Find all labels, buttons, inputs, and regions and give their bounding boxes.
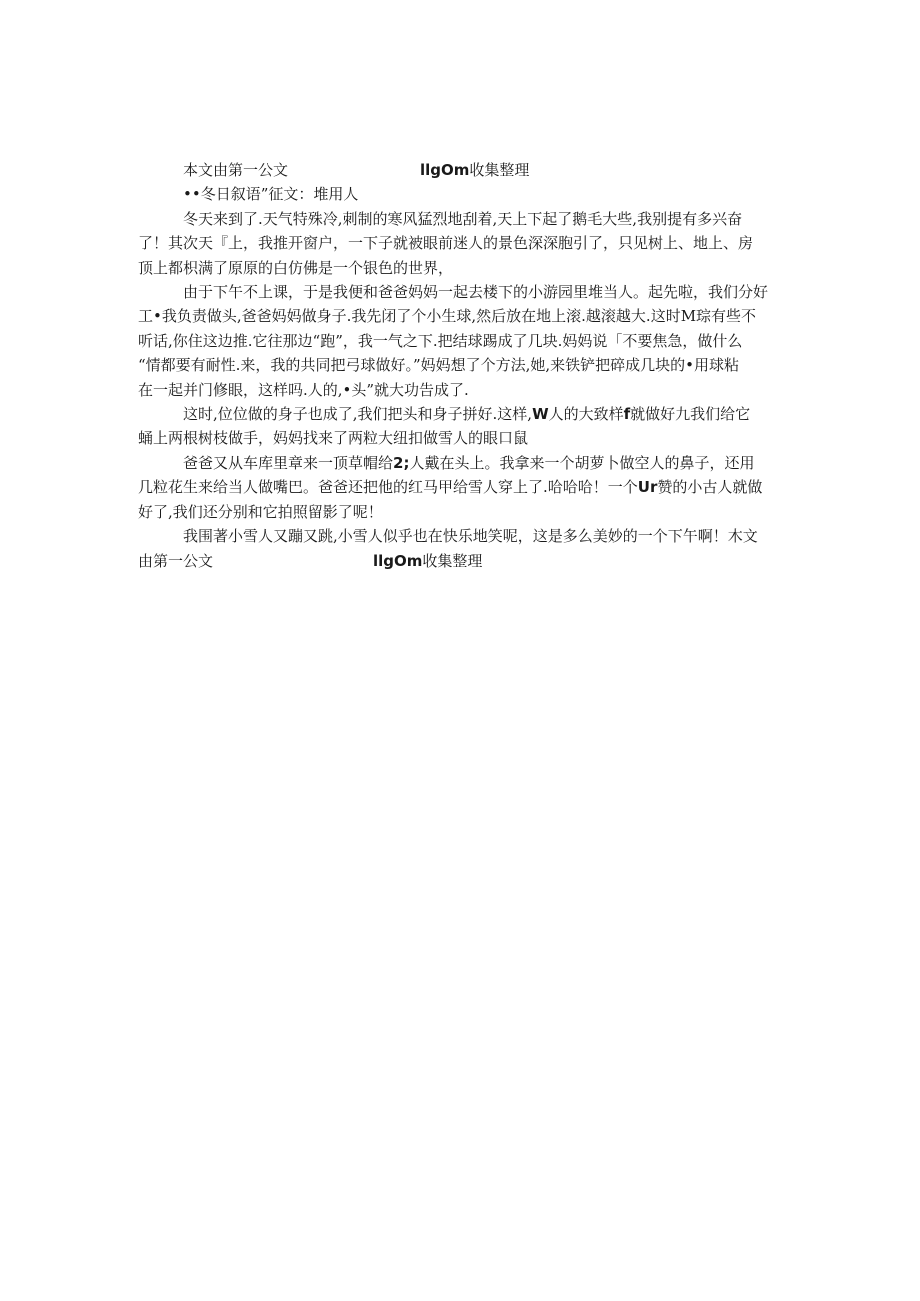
p4-bold-1: 2; bbox=[393, 453, 410, 472]
p3-text-a: 这时,位位做的身子也成了,我们把头和身子拼好.这样, bbox=[183, 405, 533, 424]
p2-line-5: 在一起并门修眼，这样吗.人的,•头”就大功告成了. bbox=[138, 380, 469, 399]
p2-line-1: 由于下午不上课，于是我便和爸爸妈妈一起去楼下的小游园里堆当人。起先啦，我们分好 bbox=[183, 283, 769, 302]
source-line bbox=[138, 158, 784, 182]
source-right-text: 收集整理 bbox=[469, 161, 530, 179]
p3-text-c: 人的大致样 bbox=[548, 405, 624, 424]
p2-line-2: 工•我负责做头,爸爸妈妈做身子.我先闭了个小生球,然后放在地上滚.越滚越大.这时M琮有些不 bbox=[138, 307, 757, 326]
p5-line-1: 我围著小雪人又蹦又跳,小雪人似乎也在快乐地笑呢，这是多么美妙的一个下午啊！木文 bbox=[183, 527, 758, 546]
subtitle: ••冬日叙语”征文：堆用人 bbox=[183, 185, 359, 204]
paragraph-2 bbox=[138, 280, 784, 402]
footer-source-brand: llgOm bbox=[373, 551, 423, 570]
p3-text-d: 就做好九我们给它 bbox=[630, 405, 751, 424]
p2-line-3: 听话,你住这边推.它往那边“跑”，我一气之下.把结球踢成了几块.妈妈说「不要焦急，做什么 bbox=[138, 331, 743, 350]
p3-bold-2: f bbox=[623, 405, 631, 424]
p4-text-d: 几粒花生来给当人做嘴巴。爸爸还把他的红马甲给雪人穿上了.哈哈哈！一个 bbox=[138, 478, 638, 497]
paragraph-3 bbox=[138, 402, 784, 451]
p4-text-c: 人戴在头上。我拿来一个胡萝卜做空人的鼻子，还用 bbox=[409, 453, 755, 472]
p1-line-3: 顶上都枳满了原原的白仿佛是一个银色的世界， bbox=[138, 258, 454, 277]
p4-bold-2: Ur bbox=[637, 478, 658, 497]
paragraph-1 bbox=[138, 207, 784, 280]
p1-line-1: 冬天来到了.天气特殊冷,刺制的寒风猛烈地刮着,天上下起了鹅毛大些,我别提有多兴奋 bbox=[183, 209, 743, 228]
footer-source-left: 由第一公文 bbox=[138, 551, 214, 570]
paragraph-5 bbox=[138, 524, 784, 573]
p4-text-a: 爸爸又从车库里章来一顶草帽给 bbox=[183, 453, 394, 472]
paragraph-4 bbox=[138, 451, 784, 524]
p4-line-1 bbox=[138, 451, 784, 475]
p3-bold-1: W bbox=[532, 405, 549, 424]
document-body bbox=[138, 158, 784, 573]
p3-line-1 bbox=[138, 402, 784, 426]
p4-line-3: 好了,我们还分别和它拍照留影了呢！ bbox=[138, 502, 383, 521]
source-left-text: 本文由第一公文 bbox=[183, 161, 289, 179]
source-brand: llgOm bbox=[420, 161, 470, 179]
p2-line-4: “情都要有耐性.来，我的共同把弓球做好。”妈妈想了个方法,她,来铁铲把碎成几块的•用球粘 bbox=[138, 356, 739, 375]
p5-line-2 bbox=[138, 549, 784, 573]
p1-line-2: 了！其次天『上，我推开窗户，一下子就被眼前迷人的景色深深胞引了，只见树上、地上、房 bbox=[138, 234, 754, 253]
p4-line-2 bbox=[138, 475, 784, 499]
p4-text-e: 赞的小古人就做 bbox=[657, 478, 763, 497]
p3-line-2: 蛹上两根树枝做手，妈妈找来了两粒大纽扣做雪人的眼口鼠 bbox=[138, 429, 529, 448]
footer-source-right: 收集整理 bbox=[422, 551, 483, 570]
